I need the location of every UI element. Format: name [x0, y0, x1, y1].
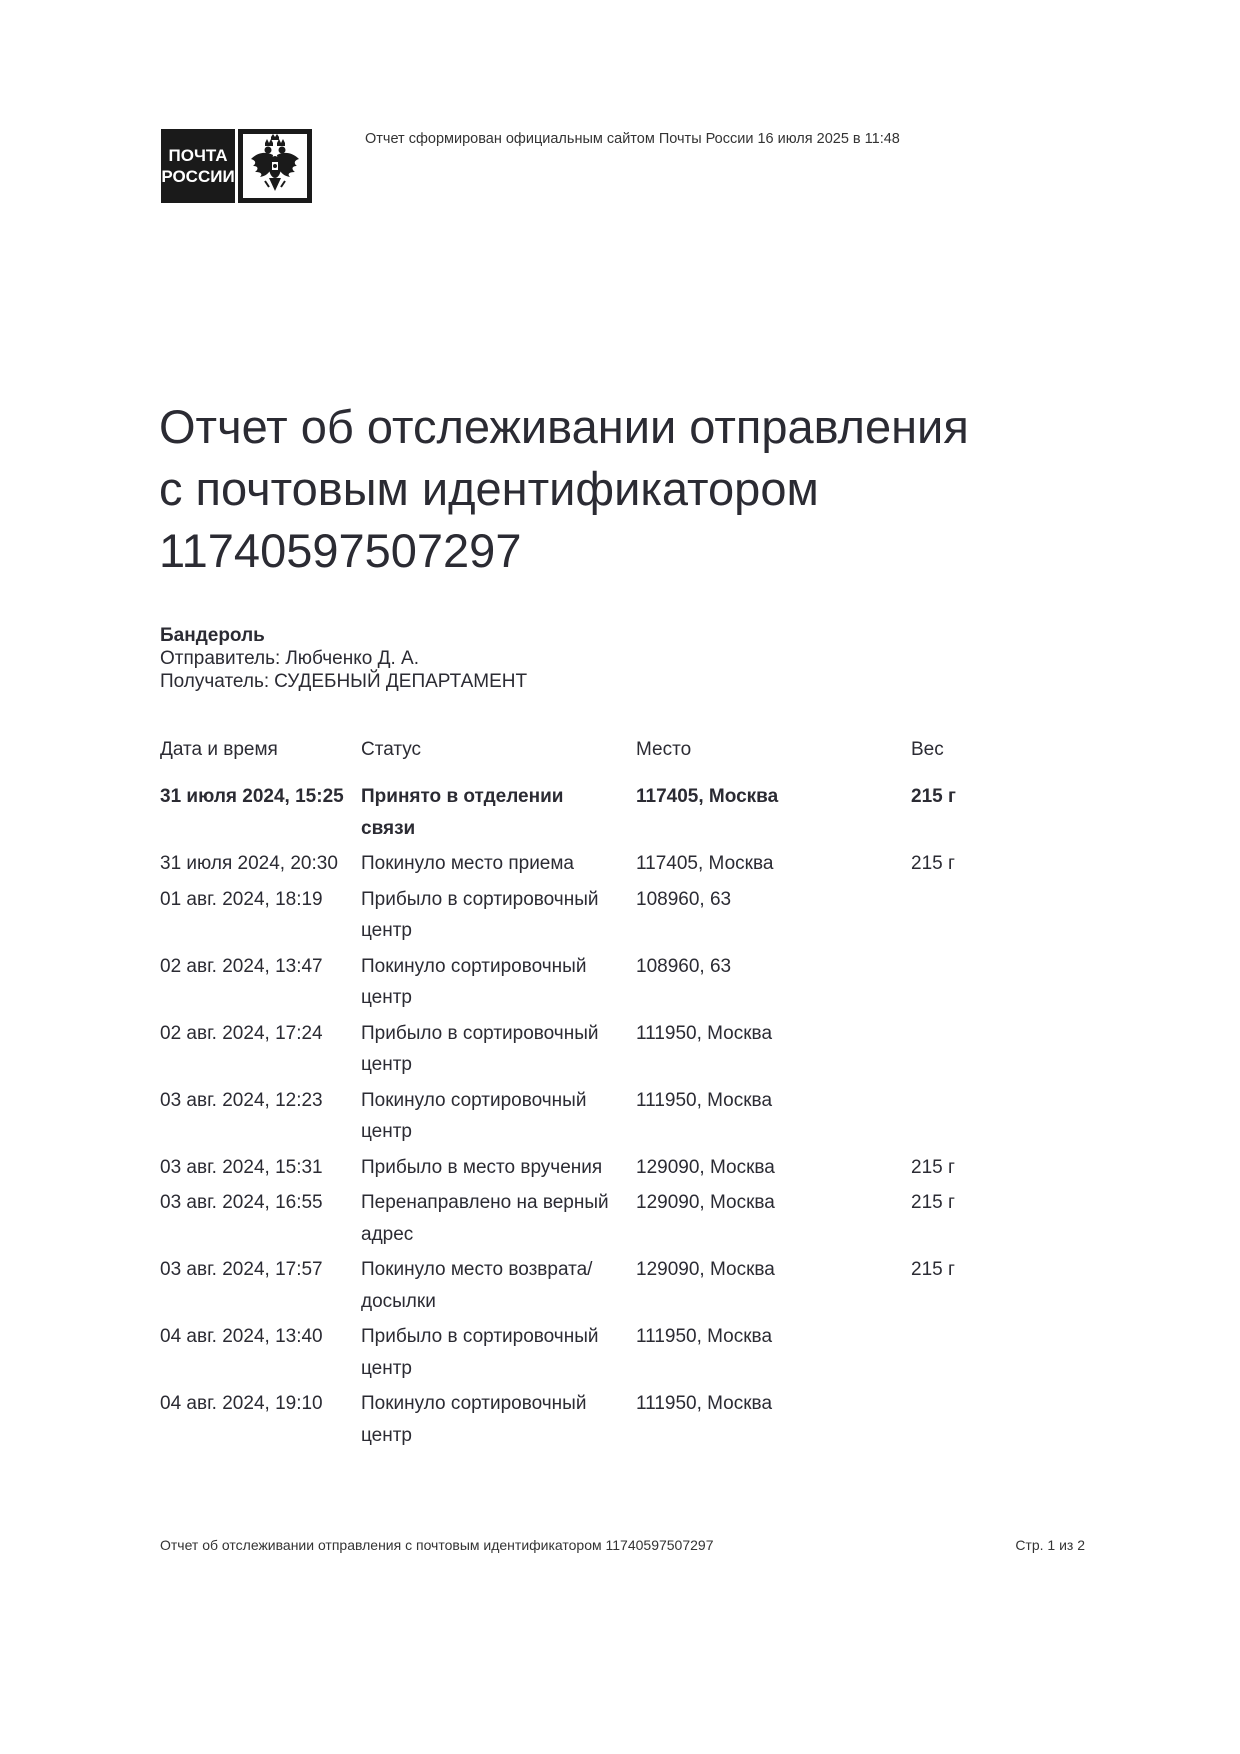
row-date: 01 авг. 2024, 18:19: [160, 888, 323, 910]
header-status: Статус: [361, 739, 422, 760]
row-weight: [911, 951, 1011, 1014]
row-status: Принято в отделении связи: [361, 786, 564, 839]
row-weight: [911, 884, 1011, 947]
header-place: Место: [636, 739, 692, 760]
header-weight: Вес: [911, 739, 944, 760]
sender-name: Любченко Д. А.: [285, 648, 419, 669]
row-weight: [911, 1321, 1011, 1384]
row-place: 111950, Москва: [636, 1326, 773, 1347]
row-date: 03 авг. 2024, 17:57: [160, 1259, 323, 1280]
row-date: 31 июля 2024, 15:25: [160, 786, 344, 807]
table-row: [160, 884, 1100, 947]
row-status: Покинуло место приема: [361, 853, 574, 874]
row-place: 111950, Москва: [636, 1089, 773, 1111]
table-row: [160, 781, 1100, 844]
table-row: [160, 951, 1100, 1014]
tracking-events-table: [160, 737, 1100, 1455]
table-row: [160, 1085, 1100, 1148]
page-number: Стр. 1 из 2: [1015, 1537, 1085, 1553]
row-place: 117405, Москва: [636, 853, 774, 874]
row-weight: 215 г: [911, 853, 955, 874]
row-weight: 215 г: [911, 1259, 955, 1280]
table-row: [160, 1152, 1100, 1184]
logo-line-1: ПОЧТА: [168, 146, 228, 165]
row-date: 04 авг. 2024, 13:40: [160, 1326, 323, 1347]
row-date: 02 авг. 2024, 13:47: [160, 955, 323, 977]
row-status: Прибыло в сортировочный центр: [361, 888, 599, 941]
row-date: 02 авг. 2024, 17:24: [160, 1022, 323, 1044]
row-weight: [911, 1085, 1011, 1148]
parcel-info: [160, 624, 527, 693]
row-status: Прибыло в сортировочный центр: [361, 1022, 599, 1075]
table-row: [160, 1254, 1100, 1317]
row-weight: 215 г: [911, 1156, 955, 1178]
row-status: Прибыло в сортировочный центр: [361, 1326, 599, 1379]
row-status: Покинуло место возврата/ досылки: [361, 1259, 593, 1312]
title-line-1: Отчет об отслеживании отправления: [159, 400, 969, 453]
row-status: Перенаправлено на верный адрес: [361, 1192, 609, 1245]
table-row: [160, 1321, 1100, 1384]
row-status: Покинуло сортировочный центр: [361, 955, 587, 1008]
row-place: 111950, Москва: [636, 1393, 773, 1414]
footer-text: Отчет об отслеживании отправления с почтовым идентификатором 11740597507297: [160, 1537, 714, 1553]
recipient-label: Получатель:: [160, 671, 270, 692]
report-generated-note: Отчет сформирован официальным сайтом Почты России 16 июля 2025 в 11:48: [365, 131, 900, 147]
sender-label: Отправитель:: [160, 648, 281, 669]
page-footer: [160, 1537, 1085, 1553]
row-status: Прибыло в место вручения: [361, 1156, 603, 1178]
sender-line: [160, 647, 527, 670]
row-weight: 215 г: [911, 786, 956, 807]
row-weight: [911, 1388, 1011, 1451]
row-status: Покинуло сортировочный центр: [361, 1393, 587, 1446]
row-place: 117405, Москва: [636, 786, 779, 807]
logo-line-2: РОССИИ: [161, 167, 235, 186]
table-header: [160, 737, 1100, 781]
row-date: 03 авг. 2024, 15:31: [160, 1156, 323, 1178]
row-place: 129090, Москва: [636, 1259, 775, 1280]
recipient-line: [160, 670, 527, 693]
parcel-type: Бандероль: [160, 625, 265, 646]
table-row: [160, 1388, 1100, 1451]
row-date: 03 авг. 2024, 12:23: [160, 1089, 323, 1111]
row-place: 129090, Москва: [636, 1156, 775, 1178]
pochta-rossii-logo: [161, 129, 312, 203]
row-weight: 215 г: [911, 1192, 955, 1213]
table-row: [160, 848, 1100, 880]
row-place: 108960, 63: [636, 955, 732, 977]
title-line-2: с почтовым идентификатором: [159, 462, 819, 515]
row-date: 04 авг. 2024, 19:10: [160, 1393, 323, 1414]
row-place: 111950, Москва: [636, 1022, 773, 1044]
logo-graphic: [161, 129, 312, 203]
double-headed-eagle-icon: [238, 129, 312, 203]
table-row: [160, 1018, 1100, 1081]
tracking-number: 11740597507297: [159, 524, 522, 577]
header-date: Дата и время: [160, 739, 278, 760]
page-title: [159, 396, 1119, 582]
row-status: Покинуло сортировочный центр: [361, 1089, 587, 1142]
row-place: 108960, 63: [636, 888, 732, 910]
table-row: [160, 1187, 1100, 1250]
row-weight: [911, 1018, 1011, 1081]
row-place: 129090, Москва: [636, 1192, 775, 1213]
row-date: 31 июля 2024, 20:30: [160, 853, 338, 874]
recipient-name: СУДЕБНЫЙ ДЕПАРТАМЕНТ: [274, 671, 528, 692]
row-date: 03 авг. 2024, 16:55: [160, 1192, 323, 1213]
